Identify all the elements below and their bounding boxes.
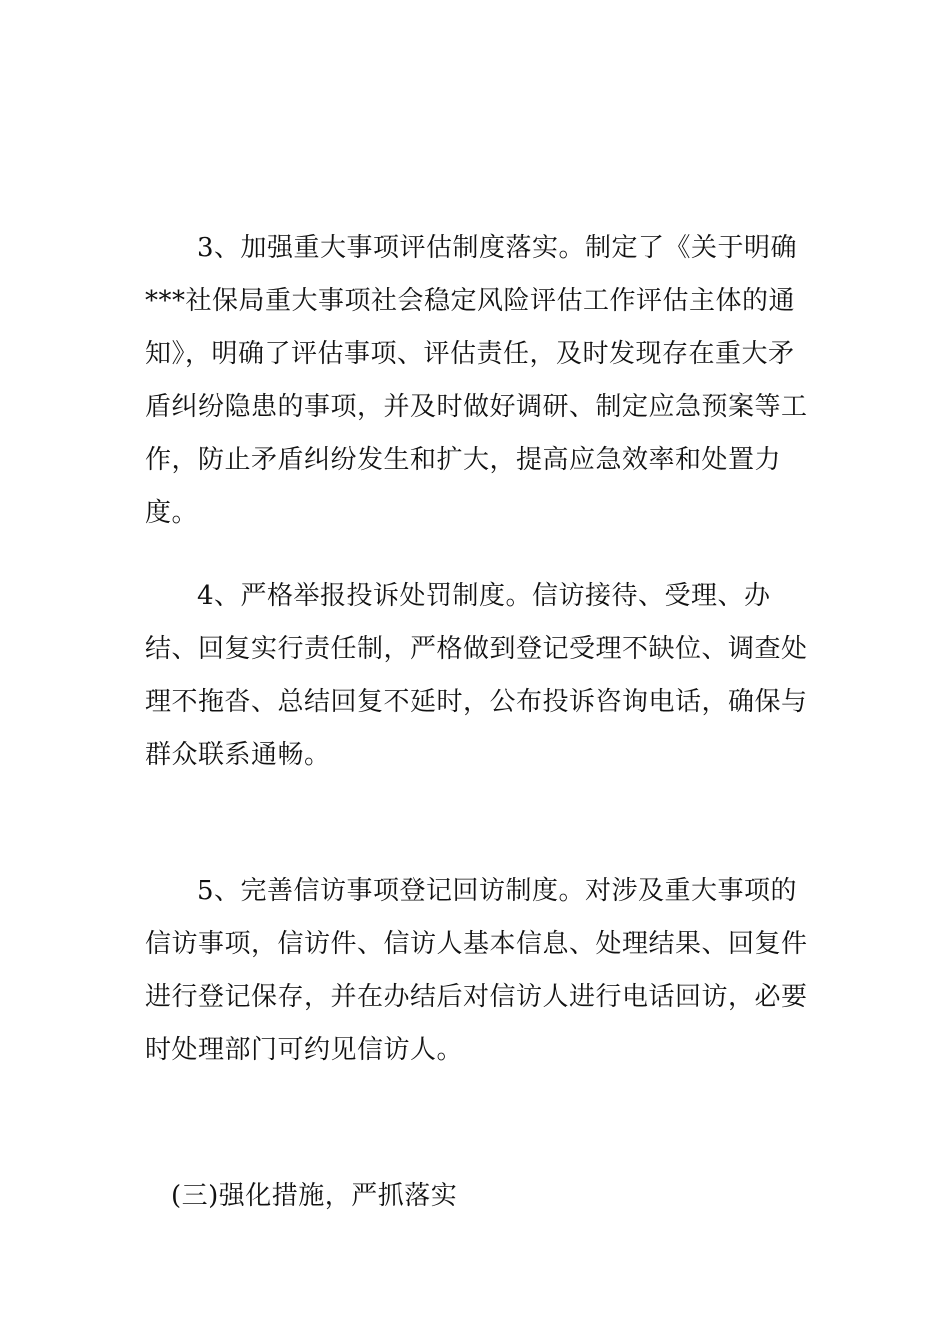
paragraph-item-5: 5、完善信访事项登记回访制度。对涉及重大事项的信访事项，信访件、信访人基本信息、处理结果、回复件进行登记保存，并在办结后对信访人进行电话回访，必要时处理部门可约见信访人。 (145, 876, 808, 1065)
paragraph-item-4: 4、严格举报投诉处罚制度。信访接待、受理、办结、回复实行责任制，严格做到登记受理不缺位、调查处理不拖沓、总结回复不延时，公布投诉咨询电话，确保与群众联系通畅。 (145, 581, 808, 770)
paragraph-item-3: 3、加强重大事项评估制度落实。制定了《关于明确***社保局重大事项社会稳定风险评估工作评估主体的通知》，明确了评估事项、评估责任，及时发现存在重大矛盾纠纷隐患的事项，并及时做好调研、制定应急预案等工作，防止矛盾纠纷发生和扩大，提高应急效率和处置力度。 (145, 233, 808, 528)
section-heading: (三)强化措施，严抓落实 (171, 1181, 458, 1211)
